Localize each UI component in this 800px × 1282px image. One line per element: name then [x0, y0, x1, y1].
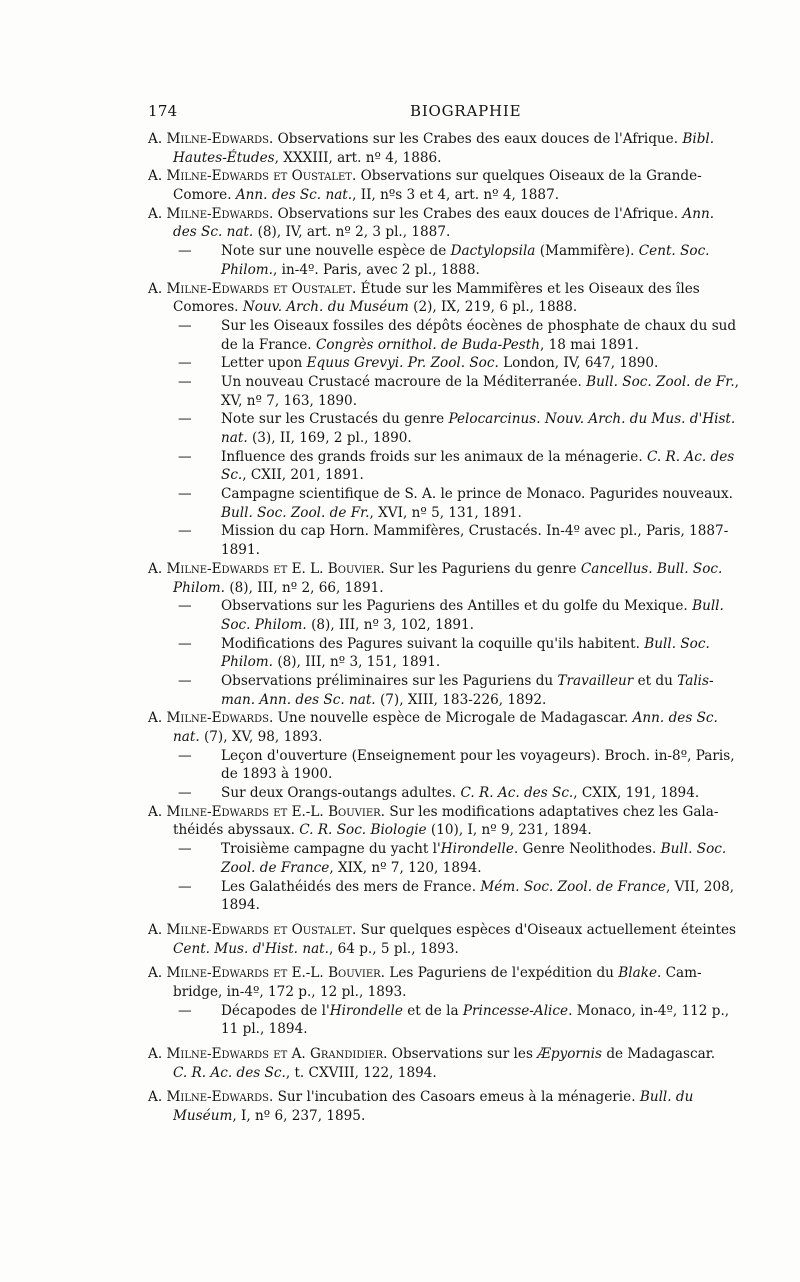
entry-dash: — [178, 317, 192, 334]
entry-continuation-line [148, 410, 748, 429]
entry-continuation-line [148, 747, 748, 766]
entry-text: (10), I, nº 9, 231, 1894. [426, 822, 592, 839]
entry-text: Comore. [173, 187, 236, 204]
entry-dash: — [178, 486, 192, 503]
entry-text: , t. CXVIII, 122, 1894. [285, 1064, 437, 1081]
entry-italic-text: Cancellus. Bull. Soc. [580, 560, 723, 577]
entry-text: , CXII, 201, 1891. [242, 467, 364, 484]
entry-italic-text: Philom. [221, 261, 273, 278]
entry-italic-text: Bull. Soc. Zool. de Fr. [221, 504, 370, 521]
entry-italic-text: Cent. Mus. d'Hist. nat. [173, 940, 329, 957]
entry-continuation-line [148, 429, 748, 448]
entry-continuation-line [148, 653, 748, 672]
entry-dash: — [178, 878, 192, 895]
page-number: 174 [148, 102, 178, 120]
entry-continuation-line [148, 186, 748, 205]
entry-italic-text: Muséum [173, 1108, 233, 1125]
entry-text: Observations sur les [387, 1046, 538, 1062]
entry-continuation-line [148, 616, 748, 635]
entry-text: , XXXIII, art. nº 4, 1886. [274, 149, 442, 166]
entry-text: Décapodes de l' [221, 1002, 330, 1019]
entry-first-line [148, 964, 748, 983]
entry-continuation-line [148, 448, 748, 467]
entry-author: A. Milne-Edwards et E.-L. Bouvier. [148, 965, 386, 982]
entry-continuation-line [148, 298, 748, 317]
entry-text: et du [633, 672, 678, 689]
entry-first-line [148, 921, 748, 940]
entry-text: Observations sur les Paguriens des Antilles et du golfe du Mexique. [221, 598, 693, 615]
entry-text: Sur les Paguriens du genre [384, 560, 581, 577]
entry-italic-text: Equus Grevyi. Pr. Zool. Soc. [306, 355, 499, 372]
entry-text: Observations sur quelques Oiseaux de la Grande- [356, 168, 702, 185]
entry-italic-text: Travailleur [557, 672, 634, 689]
entry-continuation-line [148, 940, 748, 959]
entry-italic-text: Bull. du [639, 1089, 694, 1106]
entry-text: Sur les Oiseaux fossiles des dépôts éocènes de phosphate de chaux du sud [221, 317, 737, 334]
entry-continuation-line [148, 728, 748, 747]
entry-dash: — [178, 747, 192, 764]
entry-continuation-line [148, 392, 748, 411]
entry-text: 1891. [221, 542, 260, 559]
entry-text: de Madagascar. [602, 1046, 716, 1062]
entry-continuation-line [148, 242, 748, 261]
entry-text: Troisième campagne du yacht l' [221, 841, 441, 858]
entry-text: , 18 mai 1891. [539, 336, 639, 353]
entry-text: Observations préliminaires sur les Paguriens du [221, 672, 558, 689]
entry-text: (8), III, nº 3, 102, 1891. [306, 616, 474, 633]
entry-author: A. Milne-Edwards et Oustalet. [148, 921, 357, 938]
entry-continuation-line [148, 522, 748, 541]
entry-text: , CXIX, 191, 1894. [573, 785, 700, 802]
entry-italic-text: nat. [173, 729, 200, 745]
entry-text: Note sur les Crustacés du genre [221, 411, 449, 428]
entry-author: A. Milne-Edwards et Oustalet. [148, 168, 357, 185]
entry-text: Modifications des Pagures suivant la coquille qu'ils habitent. [221, 635, 645, 652]
entry-italic-text: C. R. Soc. Biologie [299, 822, 427, 839]
entry-author: A. Milne-Edwards. [148, 710, 274, 727]
entry-continuation-line [148, 784, 748, 803]
entry-continuation-line [148, 485, 748, 504]
entry-text: . Genre Neolithodes. [513, 841, 661, 858]
entry-text: Une nouvelle espèce de Microgale de Madagascar. [273, 710, 633, 727]
entry-dash: — [178, 448, 192, 465]
entry-text: Mission du cap Horn. Mammifères, Crustacés. In-4º avec pl., Paris, 1887- [221, 523, 729, 540]
entry-dash: — [178, 598, 192, 615]
entry-continuation-line [148, 672, 748, 691]
entry-italic-text: Bull. Soc. Zool. de Fr. [586, 373, 735, 390]
entry-text: de 1893 à 1900. [221, 766, 333, 783]
entry-text: . Cam- [657, 965, 702, 982]
entry-italic-text: Nouv. Arch. du Muséum [242, 299, 409, 316]
entry-continuation-line [148, 597, 748, 616]
entry-continuation-line [148, 223, 748, 242]
entry-dash: — [178, 1002, 192, 1019]
entry-italic-text: Hautes-Études [173, 149, 275, 166]
entry-dash: — [178, 373, 192, 390]
entry-italic-text: Hirondelle [329, 1002, 403, 1019]
entry-italic-text: Soc. Philom. [221, 616, 307, 633]
entry-text: Comores. [173, 299, 243, 316]
entry-italic-text: C. R. Ac. des Sc. [460, 785, 574, 802]
entry-italic-text: Philom. [173, 579, 225, 596]
entry-text: de la France. [221, 336, 316, 353]
entry-text: Note sur une nouvelle espèce de [221, 243, 451, 260]
entry-italic-text: Talis- [677, 672, 714, 689]
entry-italic-text: Ann. [682, 205, 715, 222]
entry-first-line [148, 1045, 748, 1064]
entry-italic-text: Æpyornis [537, 1046, 602, 1062]
entry-italic-text: Princesse-Alice [462, 1002, 569, 1019]
entry-continuation-line [148, 691, 748, 710]
entry-italic-text: Ann. des Sc. [632, 710, 718, 727]
running-head: BIOGRAPHIE [410, 102, 522, 120]
entry-dash: — [178, 523, 192, 540]
entry-continuation-line [148, 261, 748, 280]
entry-italic-text: Bibl. [682, 131, 715, 147]
entry-text: Influence des grands froids sur les animaux de la ménagerie. [221, 448, 647, 465]
entry-dash: — [178, 672, 192, 689]
entry-italic-text: Philom. [221, 654, 273, 671]
entry-author: A. Milne-Edwards. [148, 205, 274, 222]
entry-continuation-line [148, 635, 748, 654]
entry-dash: — [178, 243, 192, 260]
entry-text: , [734, 373, 739, 390]
entry-text: Leçon d'ouverture (Enseignement pour les voyageurs). Broch. in-8º, Paris, [221, 747, 735, 764]
entry-text: 1894. [221, 897, 260, 914]
entry-author: A. Milne-Edwards et E.-L. Bouvier. [148, 803, 386, 820]
entry-first-line [148, 560, 748, 579]
entry-author: A. Milne-Edwards et Oustalet. [148, 280, 357, 297]
entry-first-line [148, 205, 748, 224]
entry-continuation-line [148, 1064, 748, 1083]
entry-italic-text: Hirondelle [440, 841, 514, 858]
entry-text: Observations sur les Crabes des eaux douces de l'Afrique. [273, 131, 683, 147]
entry-continuation-line [148, 821, 748, 840]
entry-text: (8), III, nº 3, 151, 1891. [273, 654, 441, 671]
entry-text: bridge, in-4º, 172 p., 12 pl., 1893. [173, 983, 407, 1000]
entry-text: Letter upon [221, 355, 307, 372]
entry-text: théidés abyssaux. [173, 822, 300, 839]
entry-continuation-line [148, 579, 748, 598]
entry-italic-text: Sc. [221, 467, 243, 484]
entry-text: Observations sur les Crabes des eaux douces de l'Afrique. [273, 205, 683, 222]
entry-text: Sur quelques espèces d'Oiseaux actuellement éteintes [356, 921, 736, 938]
entry-text: , I, nº 6, 237, 1895. [232, 1108, 366, 1125]
bibliography-list [148, 130, 748, 1126]
entry-italic-text: Mém. Soc. Zool. de France [480, 878, 666, 895]
entry-italic-text: C. R. Ac. des Sc. [173, 1064, 286, 1081]
entry-italic-text: Bull. Soc. [660, 841, 727, 858]
entry-author: A. Milne-Edwards. [148, 1089, 274, 1106]
entry-dash: — [178, 411, 192, 428]
entry-continuation-line [148, 1107, 748, 1126]
entry-author: A. Milne-Edwards et E. L. Bouvier. [148, 560, 385, 577]
entry-text: , XIX, nº 7, 120, 1894. [329, 859, 482, 876]
entry-italic-text: Bull. Soc. [644, 635, 710, 652]
entry-italic-text: Ann. des Sc. nat. [235, 187, 353, 204]
entry-dash: — [178, 841, 192, 858]
entry-text: , in-4º. Paris, avec 2 pl., 1888. [273, 261, 480, 278]
entry-text: Étude sur les Mammifères et les Oiseaux des îles [356, 280, 700, 297]
entry-text: Sur les modifications adaptatives chez les Gala- [385, 803, 719, 820]
entry-first-line [148, 167, 748, 186]
entry-text: (3), II, 169, 2 pl., 1890. [247, 430, 412, 446]
entry-text: Sur l'incubation des Casoars emeus à la ménagerie. [273, 1089, 640, 1106]
entry-continuation-line [148, 336, 748, 355]
entry-continuation-line [148, 504, 748, 523]
entry-text: XV, nº 7, 163, 1890. [221, 392, 358, 409]
entry-continuation-line [148, 765, 748, 784]
entry-dash: — [178, 355, 192, 372]
entry-continuation-line [148, 317, 748, 336]
entry-text: (2), IX, 219, 6 pl., 1888. [408, 299, 578, 316]
entry-dash: — [178, 635, 192, 652]
entry-text: , XVI, nº 5, 131, 1891. [369, 504, 522, 521]
entry-italic-text: C. R. Ac. des [647, 448, 735, 465]
entry-text: Campagne scientifique de S. A. le prince de Monaco. Pagurides nouveaux. [221, 486, 733, 503]
entry-continuation-line [148, 840, 748, 859]
entry-text: (7), XIII, 183-226, 1892. [375, 691, 547, 708]
entry-continuation-line [148, 878, 748, 897]
entry-text: Sur deux Orangs-outangs adultes. [221, 785, 461, 802]
entry-continuation-line [148, 983, 748, 1002]
entry-text: London, IV, 647, 1890. [498, 355, 659, 372]
entry-text: . Monaco, in-4º, 112 p., [568, 1002, 730, 1019]
entry-text: Un nouveau Crustacé macroure de la Méditerranée. [221, 373, 587, 390]
entry-italic-text: Zool. de France [221, 859, 330, 876]
entry-text: (8), IV, art. nº 2, 3 pl., 1887. [253, 224, 451, 241]
entry-text: Les Galathéidés des mers de France. [221, 878, 481, 895]
entry-italic-text: Congrès ornithol. de Buda-Pesth [315, 336, 540, 353]
entry-text: 11 pl., 1894. [221, 1021, 308, 1038]
entry-first-line [148, 803, 748, 822]
entry-text: Les Paguriens de l'expédition du [385, 965, 619, 982]
entry-italic-text: man. Ann. des Sc. nat. [221, 691, 376, 708]
entry-text: et de la [402, 1002, 463, 1019]
entry-first-line [148, 709, 748, 728]
entry-first-line [148, 130, 748, 149]
entry-dash: — [178, 785, 192, 802]
entry-italic-text: Dactylopsila [450, 243, 536, 260]
entry-continuation-line [148, 354, 748, 373]
entry-continuation-line [148, 541, 748, 560]
entry-text: , II, nºs 3 et 4, art. nº 4, 1887. [352, 187, 560, 204]
entry-text: (7), XV, 98, 1893. [199, 729, 323, 745]
entry-italic-text: Pelocarcinus. Nouv. Arch. du Mus. d'Hist. [448, 411, 736, 428]
entry-continuation-line [148, 859, 748, 878]
entry-italic-text: Cent. Soc. [638, 243, 710, 260]
entry-text: , VII, 208, [665, 878, 735, 895]
entry-text: (8), III, nº 2, 66, 1891. [225, 579, 384, 596]
entry-continuation-line [148, 149, 748, 168]
entry-continuation-line [148, 373, 748, 392]
entry-text: (Mammifère). [535, 243, 639, 260]
entry-continuation-line [148, 466, 748, 485]
entry-text: , 64 p., 5 pl., 1893. [328, 940, 459, 957]
entry-author: A. Milne-Edwards. [148, 131, 274, 147]
entry-author: A. Milne-Edwards et A. Grandidier. [148, 1046, 388, 1062]
entry-continuation-line [148, 1002, 748, 1021]
entry-continuation-line [148, 1020, 748, 1039]
entry-italic-text: nat. [221, 430, 248, 446]
entry-italic-text: Bull. [692, 598, 724, 615]
entry-continuation-line [148, 896, 748, 915]
entry-first-line [148, 1088, 748, 1107]
page-header [148, 102, 748, 122]
entry-italic-text: Blake [618, 965, 657, 982]
entry-italic-text: des Sc. nat. [173, 224, 254, 241]
entry-first-line [148, 280, 748, 299]
